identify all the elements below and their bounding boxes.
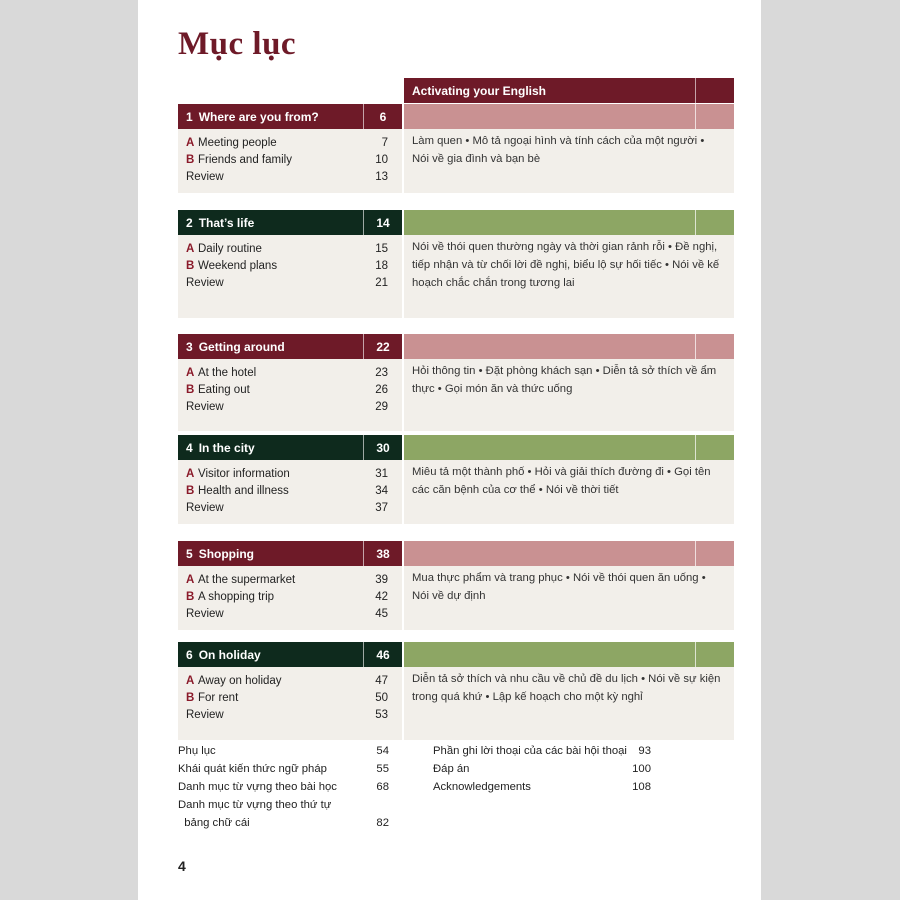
lesson-row (186, 398, 388, 415)
lesson-page: 53 (375, 708, 388, 721)
lesson-page: 23 (375, 366, 388, 379)
unit-description: Hỏi thông tin • Đặt phòng khách sạn • Diễn tả sở thích về ẩm thực • Gọi món ăn và thức uống (412, 365, 717, 395)
appendix-page: 68 (376, 781, 389, 793)
unit-title (178, 648, 261, 662)
appendix-row (178, 778, 389, 796)
unit-description: Diễn tả sở thích và nhu cầu về chủ đề du lịch • Nói về sự kiện trong quá khứ • Lập kế hoạch cho một kỳ nghỉ (412, 673, 721, 703)
lesson-page: 7 (381, 136, 388, 149)
lesson-label: At the supermarket (198, 573, 296, 586)
lesson-row (186, 672, 388, 689)
unit-header (178, 541, 402, 566)
lesson-label: Friends and family (198, 153, 292, 166)
appendix-left (178, 742, 389, 832)
lesson-label: Review (186, 708, 224, 721)
unit-header (178, 334, 402, 359)
lesson-row (186, 482, 388, 499)
unit-header (178, 104, 402, 129)
lesson-page: 47 (375, 674, 388, 687)
lesson-row (186, 465, 388, 482)
appendix-row (178, 742, 389, 760)
unit-description: Miêu tả một thành phố • Hỏi và giải thích đường đi • Gọi tên các căn bệnh của cơ thể • Nói về thời tiết (412, 466, 711, 496)
unit-title (178, 110, 319, 124)
appendix-label: Acknowledgements (433, 781, 531, 793)
lesson-row (186, 274, 388, 291)
appendix-label: Danh mục từ vựng theo thứ tự (178, 799, 332, 811)
appendix-page: 82 (376, 817, 389, 829)
lesson-page: 13 (375, 170, 388, 183)
lesson-label: Meeting people (198, 136, 277, 149)
lesson-label: For rent (198, 691, 239, 704)
unit-page: 30 (363, 435, 402, 460)
unit-header-right (404, 541, 734, 566)
lesson-letter: B (186, 153, 195, 166)
lesson-label: Eating out (198, 383, 250, 396)
lesson-row (186, 168, 388, 185)
appendix-label: Khái quát kiến thức ngữ pháp (178, 763, 327, 775)
unit-description: Nói về thói quen thường ngày và thời gian rảnh rỗi • Đề nghị, tiếp nhận và từ chối lời đề nghị, biểu lộ sự hối tiếc • Nói về kế hoạch chắc chắn trong tương lai (412, 241, 720, 289)
activating-header: Activating your English (404, 78, 734, 103)
lesson-letter: A (186, 573, 195, 586)
unit-header-right (404, 334, 734, 359)
appendix-row (433, 760, 651, 778)
appendix-right (433, 742, 651, 796)
lesson-letter: B (186, 383, 195, 396)
lesson-row (186, 605, 388, 622)
lesson-page: 37 (375, 501, 388, 514)
unit-lessons (178, 235, 402, 318)
appendix-page: 100 (632, 763, 651, 775)
unit-name: That’s life (198, 215, 255, 230)
lesson-page: 21 (375, 276, 388, 289)
unit-description-box (404, 129, 734, 193)
lesson-letter: B (186, 590, 195, 603)
unit-name: In the city (198, 440, 255, 455)
unit-lessons (178, 129, 402, 193)
unit-name: Getting around (198, 339, 285, 354)
unit-page: 22 (363, 334, 402, 359)
unit-page: 38 (363, 541, 402, 566)
unit-header (178, 210, 402, 235)
lesson-label: Review (186, 276, 224, 289)
appendix-row (178, 814, 389, 832)
unit-page: 14 (363, 210, 402, 235)
lesson-row (186, 134, 388, 151)
lesson-letter: A (186, 242, 195, 255)
lesson-page: 34 (375, 484, 388, 497)
unit-description-box (404, 359, 734, 431)
lesson-row (186, 588, 388, 605)
lesson-label: Review (186, 400, 224, 413)
lesson-row (186, 381, 388, 398)
appendix-page: 54 (376, 745, 389, 757)
page-number: 4 (178, 858, 186, 874)
unit-page: 46 (363, 642, 402, 667)
lesson-row (186, 151, 388, 168)
unit-description-box (404, 667, 734, 740)
unit-number: 1 (186, 109, 193, 124)
lesson-label: Review (186, 501, 224, 514)
appendix-row (178, 760, 389, 778)
lesson-label: At the hotel (198, 366, 257, 379)
unit-page: 6 (363, 104, 402, 129)
unit-number: 2 (186, 215, 193, 230)
lesson-label: A shopping trip (198, 590, 275, 603)
unit-title (178, 340, 285, 354)
appendix-label: Phụ lục (178, 745, 216, 757)
lesson-label: Review (186, 170, 224, 183)
lesson-letter: A (186, 366, 195, 379)
lesson-page: 50 (375, 691, 388, 704)
unit-description: Mua thực phẩm và trang phục • Nói về thói quen ăn uống • Nói về dự định (412, 572, 706, 602)
appendix-label: bảng chữ cái (178, 817, 250, 829)
appendix-label: Đáp án (433, 763, 470, 775)
appendix-page: 108 (632, 781, 651, 793)
unit-header-right (404, 210, 734, 235)
appendix-label: Phần ghi lời thoại của các bài hội thoại (433, 745, 627, 757)
unit-header (178, 642, 402, 667)
lesson-label: Visitor information (198, 467, 290, 480)
unit-title (178, 216, 254, 230)
unit-title (178, 547, 254, 561)
lesson-label: Review (186, 607, 224, 620)
appendix-row (433, 742, 651, 760)
lesson-page: 26 (375, 383, 388, 396)
unit-number: 6 (186, 647, 193, 662)
lesson-row (186, 706, 388, 723)
page-title: Mục lục (178, 26, 297, 62)
unit-description: Làm quen • Mô tả ngoại hình và tính cách của một người • Nói về gia đình và bạn bè (412, 135, 705, 165)
lesson-label: Daily routine (198, 242, 262, 255)
unit-number: 3 (186, 339, 193, 354)
lesson-label: Weekend plans (198, 259, 278, 272)
lesson-page: 18 (375, 259, 388, 272)
lesson-label: Away on holiday (198, 674, 282, 687)
lesson-letter: B (186, 484, 195, 497)
lesson-page: 29 (375, 400, 388, 413)
lesson-letter: A (186, 674, 195, 687)
unit-lessons (178, 566, 402, 630)
lesson-page: 39 (375, 573, 388, 586)
lesson-page: 15 (375, 242, 388, 255)
unit-description-box (404, 460, 734, 524)
unit-description-box (404, 566, 734, 630)
lesson-letter: B (186, 691, 195, 704)
unit-header-right (404, 435, 734, 460)
appendix-page: 93 (638, 745, 651, 757)
appendix-row (178, 796, 389, 814)
appendix-page: 55 (376, 763, 389, 775)
lesson-row (186, 240, 388, 257)
unit-lessons (178, 667, 402, 740)
unit-name: Shopping (198, 546, 255, 561)
unit-number: 4 (186, 440, 193, 455)
appendix-row (433, 778, 651, 796)
unit-lessons (178, 460, 402, 524)
unit-header-right (404, 642, 734, 667)
lesson-page: 42 (375, 590, 388, 603)
unit-header-right (404, 104, 734, 129)
lesson-letter: A (186, 136, 195, 149)
lesson-letter: B (186, 259, 195, 272)
unit-description-box (404, 235, 734, 318)
unit-header (178, 435, 402, 460)
lesson-row (186, 571, 388, 588)
unit-title (178, 441, 255, 455)
lesson-letter: A (186, 467, 195, 480)
appendix-label: Danh mục từ vựng theo bài học (178, 781, 337, 793)
lesson-page: 10 (375, 153, 388, 166)
lesson-label: Health and illness (198, 484, 289, 497)
lesson-row (186, 364, 388, 381)
lesson-row (186, 499, 388, 516)
lesson-page: 45 (375, 607, 388, 620)
unit-name: On holiday (198, 647, 261, 662)
lesson-page: 31 (375, 467, 388, 480)
unit-name: Where are you from? (198, 109, 319, 124)
unit-number: 5 (186, 546, 193, 561)
unit-lessons (178, 359, 402, 431)
lesson-row (186, 257, 388, 274)
lesson-row (186, 689, 388, 706)
